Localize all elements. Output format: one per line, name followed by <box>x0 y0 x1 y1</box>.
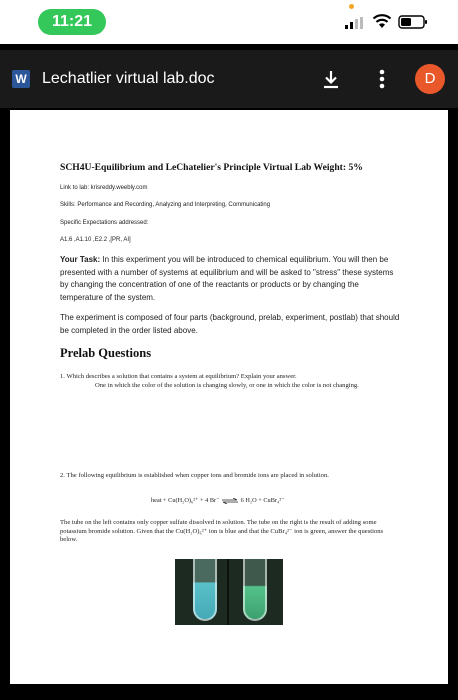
privacy-indicator-dot <box>349 4 354 9</box>
cellular-signal-icon <box>345 17 365 29</box>
question-1-choices: One in which the color of the solution is changing slowly, or one in which the color is not changing. <box>95 381 359 389</box>
document-title: Lechatlier virtual lab.doc <box>42 70 215 87</box>
tube-description: The tube on the left contains only copper sulfate dissolved in solution. The tube on the right is the result of adding some potassium bromide solution. Given that the Cu(H₂O)₆²⁺ ion is blue and that the CuBr₄²⁻ ion is green, answer the questions below. <box>60 519 384 543</box>
wifi-icon <box>372 13 392 29</box>
document-heading: SCH4U-Equilibrium and LeChatelier's Principle Virtual Lab Weight: 5% <box>60 162 363 173</box>
question-1 <box>60 373 400 390</box>
left-tube-blue <box>193 559 217 621</box>
equilibrium-arrow-icon <box>221 498 239 504</box>
download-icon[interactable] <box>319 67 343 91</box>
word-app-icon: W <box>12 70 30 88</box>
codes-line: A1.6 ,A1.10 ,E2.2 ,[PR, AI] <box>60 237 131 243</box>
task-text: In this experiment you will be introduced to chemical equilibrium. You will then be presented with a number of systems at equilibrium and will be asked to "stress" these systems by changing the concentration of one of the reactants or products or by changing the temperature of the system. <box>60 255 394 302</box>
app-bar <box>0 50 458 108</box>
equation-left: heat + Cu(H₂O)₆²⁺ + 4 Br⁻ <box>151 497 220 504</box>
link-line: Link to lab: krisreddy.weebly.com <box>60 185 148 191</box>
test-tubes-photo <box>175 559 283 625</box>
status-time: 11:21 <box>38 9 106 35</box>
right-tube-green <box>243 559 267 621</box>
bottom-bar <box>0 684 458 700</box>
question-2-text: 2. The following equilibrium is established when copper ions and bromide ions are placed in solution. <box>60 472 329 479</box>
document-page[interactable] <box>10 110 448 684</box>
equilibrium-equation <box>151 497 284 504</box>
battery-icon <box>398 15 428 29</box>
parts-paragraph: The experiment is composed of four parts (background, prelab, experiment, postlab) that should be completed in the order listed above. <box>60 313 400 335</box>
expectations-line: Specific Expectations addressed: <box>60 220 149 226</box>
prelab-heading: Prelab Questions <box>60 346 152 360</box>
photo-divider <box>227 559 229 625</box>
question-1-text: 1. Which describes a solution that contains a system at equilibrium? Explain your answer. <box>60 373 297 380</box>
status-bar <box>0 0 458 44</box>
skills-line: Skills: Performance and Recording, Analyzing and Interpreting, Communicating <box>60 202 271 208</box>
equation-right: 6 H₂O + CuBr₄²⁻ <box>240 497 285 504</box>
task-label: Your Task: <box>60 255 101 264</box>
more-vert-icon[interactable] <box>372 67 392 91</box>
account-avatar[interactable]: D <box>415 64 445 94</box>
task-paragraph <box>60 254 400 304</box>
